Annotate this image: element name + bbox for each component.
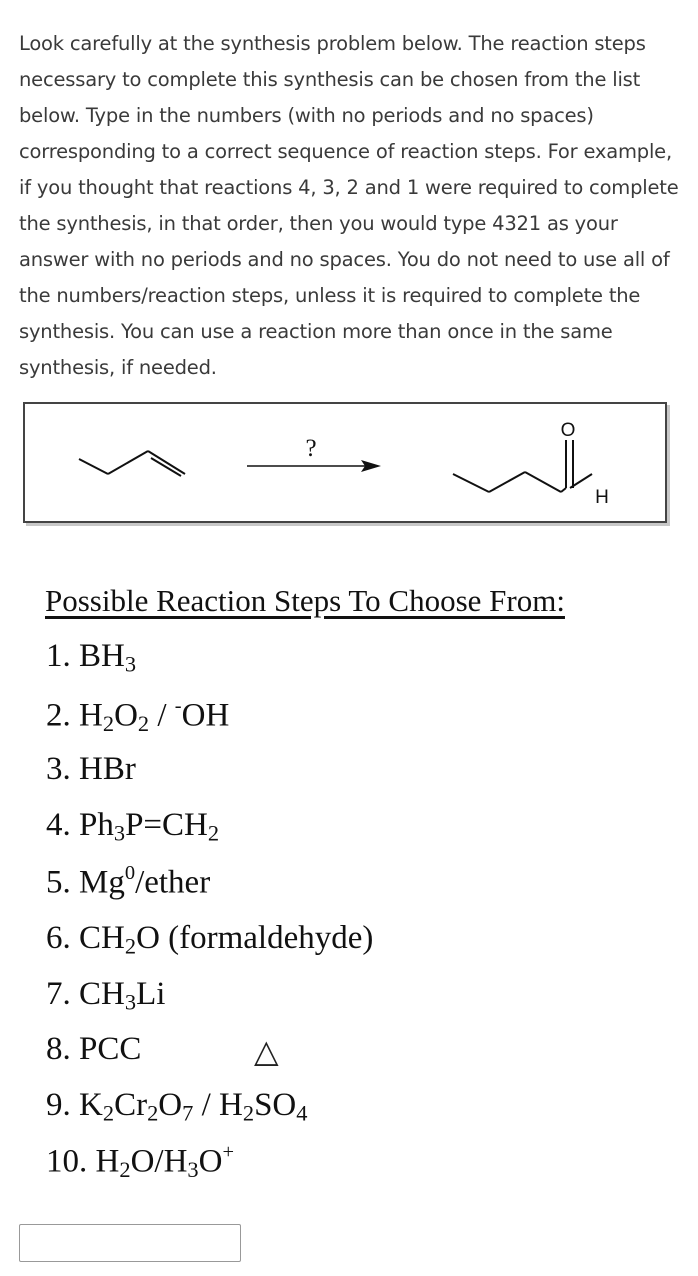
answer-input[interactable] — [19, 1224, 241, 1262]
steps-heading: Possible Reaction Steps To Choose From: — [45, 583, 565, 618]
step-2: 2. $H_2O_2 / ^-OH$ — [46, 695, 230, 736]
step-3: 3. HBr — [46, 751, 136, 787]
product-hydrogen: H — [595, 487, 609, 508]
step-9: 9. $K_2Cr_2O_7 / H_2SO_4$ — [46, 1087, 308, 1126]
heat-triangle-icon: △ — [254, 1033, 279, 1069]
step-4: 4. $Ph_3P=CH_2$ — [46, 807, 220, 846]
arrow-label: ? — [305, 435, 317, 462]
step-10: 10. $H_2O/H_3O^+$ — [46, 1141, 234, 1182]
starting-material-propene — [79, 451, 185, 476]
step-7: 7. $CH_3Li$ — [46, 976, 166, 1015]
step-6: 6. $CH_2O$ (formaldehyde) — [46, 920, 374, 959]
step-1: 1. $BH_3$ — [46, 638, 137, 677]
product-pentanal — [453, 440, 592, 492]
question-prompt: Look carefully at the synthesis problem below. The reaction steps necessary to complete this synthesis can be chosen from the list below. Type in the numbers (with no periods and no spaces) corresponding to a correct sequence of reaction steps. For example, if you thought that reactions 4, 3, 2 and 1 were required to complete the synthesis, in that order, then you would type 4321 as your answer with no periods and no spaces. You do not need to use all of the numbers/reaction steps, unless it is required to complete the synthesis. You can use a reaction more than once in the same synthesis, if needed. — [19, 32, 679, 379]
product-oxygen: O — [560, 420, 576, 441]
step-8: 8. PCC — [46, 1031, 142, 1067]
reaction-scheme — [23, 402, 667, 523]
step-5: 5. Mg$^0$/ether — [46, 862, 211, 901]
